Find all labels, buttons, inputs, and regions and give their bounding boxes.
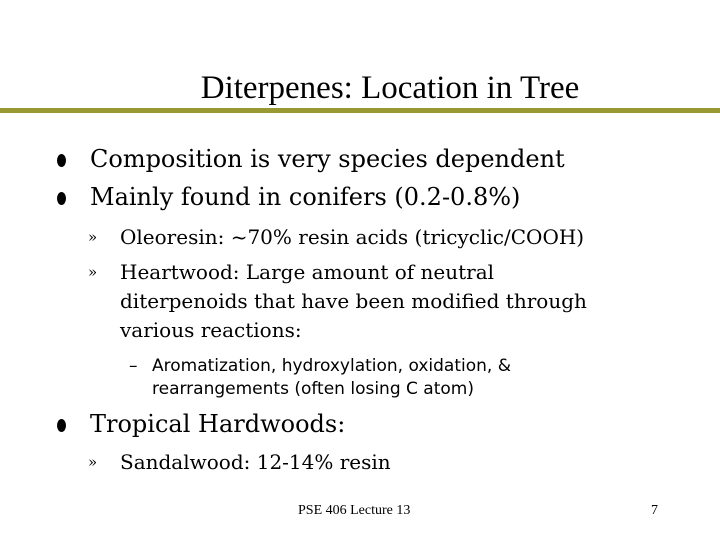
sub-bullet-marker: » (88, 453, 98, 471)
sub-sub-bullet-text: Aromatization, hydroxylation, oxidation, & (152, 356, 511, 376)
bullet-dot-icon (57, 192, 66, 205)
bullet-item (90, 410, 345, 438)
sub-bullet-text: various reactions: (120, 318, 302, 342)
sub-bullet-item (88, 223, 585, 252)
bullet-text: Tropical Hardwoods: (90, 410, 346, 438)
sub-bullet-text: Oleoresin: ~70% resin acids (tricyclic/COOH) (120, 225, 585, 249)
bullet-item (90, 183, 520, 211)
sub-bullet-continuation (120, 316, 302, 345)
sub-bullet-continuation (120, 287, 587, 316)
footer-lecture: PSE 406 Lecture 13 (298, 503, 411, 518)
bullet-text: Composition is very species dependent (90, 145, 565, 173)
sub-sub-bullet-item (129, 355, 511, 377)
slide-title: Diterpenes: Location in Tree (200, 70, 580, 106)
sub-bullet-text: Sandalwood: 12-14% resin (120, 450, 391, 474)
sub-sub-bullet-marker: – (129, 356, 138, 376)
sub-bullet-item (88, 258, 495, 287)
sub-bullet-marker: » (88, 228, 98, 246)
sub-sub-bullet-text: rearrangements (often losing C atom) (152, 379, 474, 399)
bullet-item (90, 145, 565, 173)
bullet-dot-icon (57, 154, 66, 167)
bullet-text: Mainly found in conifers (0.2-0.8%) (90, 183, 521, 211)
sub-bullet-text: diterpenoids that have been modified through (120, 289, 587, 313)
title-underline (0, 108, 720, 113)
sub-bullet-item (88, 448, 391, 477)
sub-sub-bullet-continuation (152, 378, 474, 400)
sub-bullet-marker: » (88, 263, 98, 281)
page-number: 7 (651, 503, 658, 518)
bullet-dot-icon (57, 419, 66, 432)
sub-bullet-text: Heartwood: Large amount of neutral (120, 260, 495, 284)
